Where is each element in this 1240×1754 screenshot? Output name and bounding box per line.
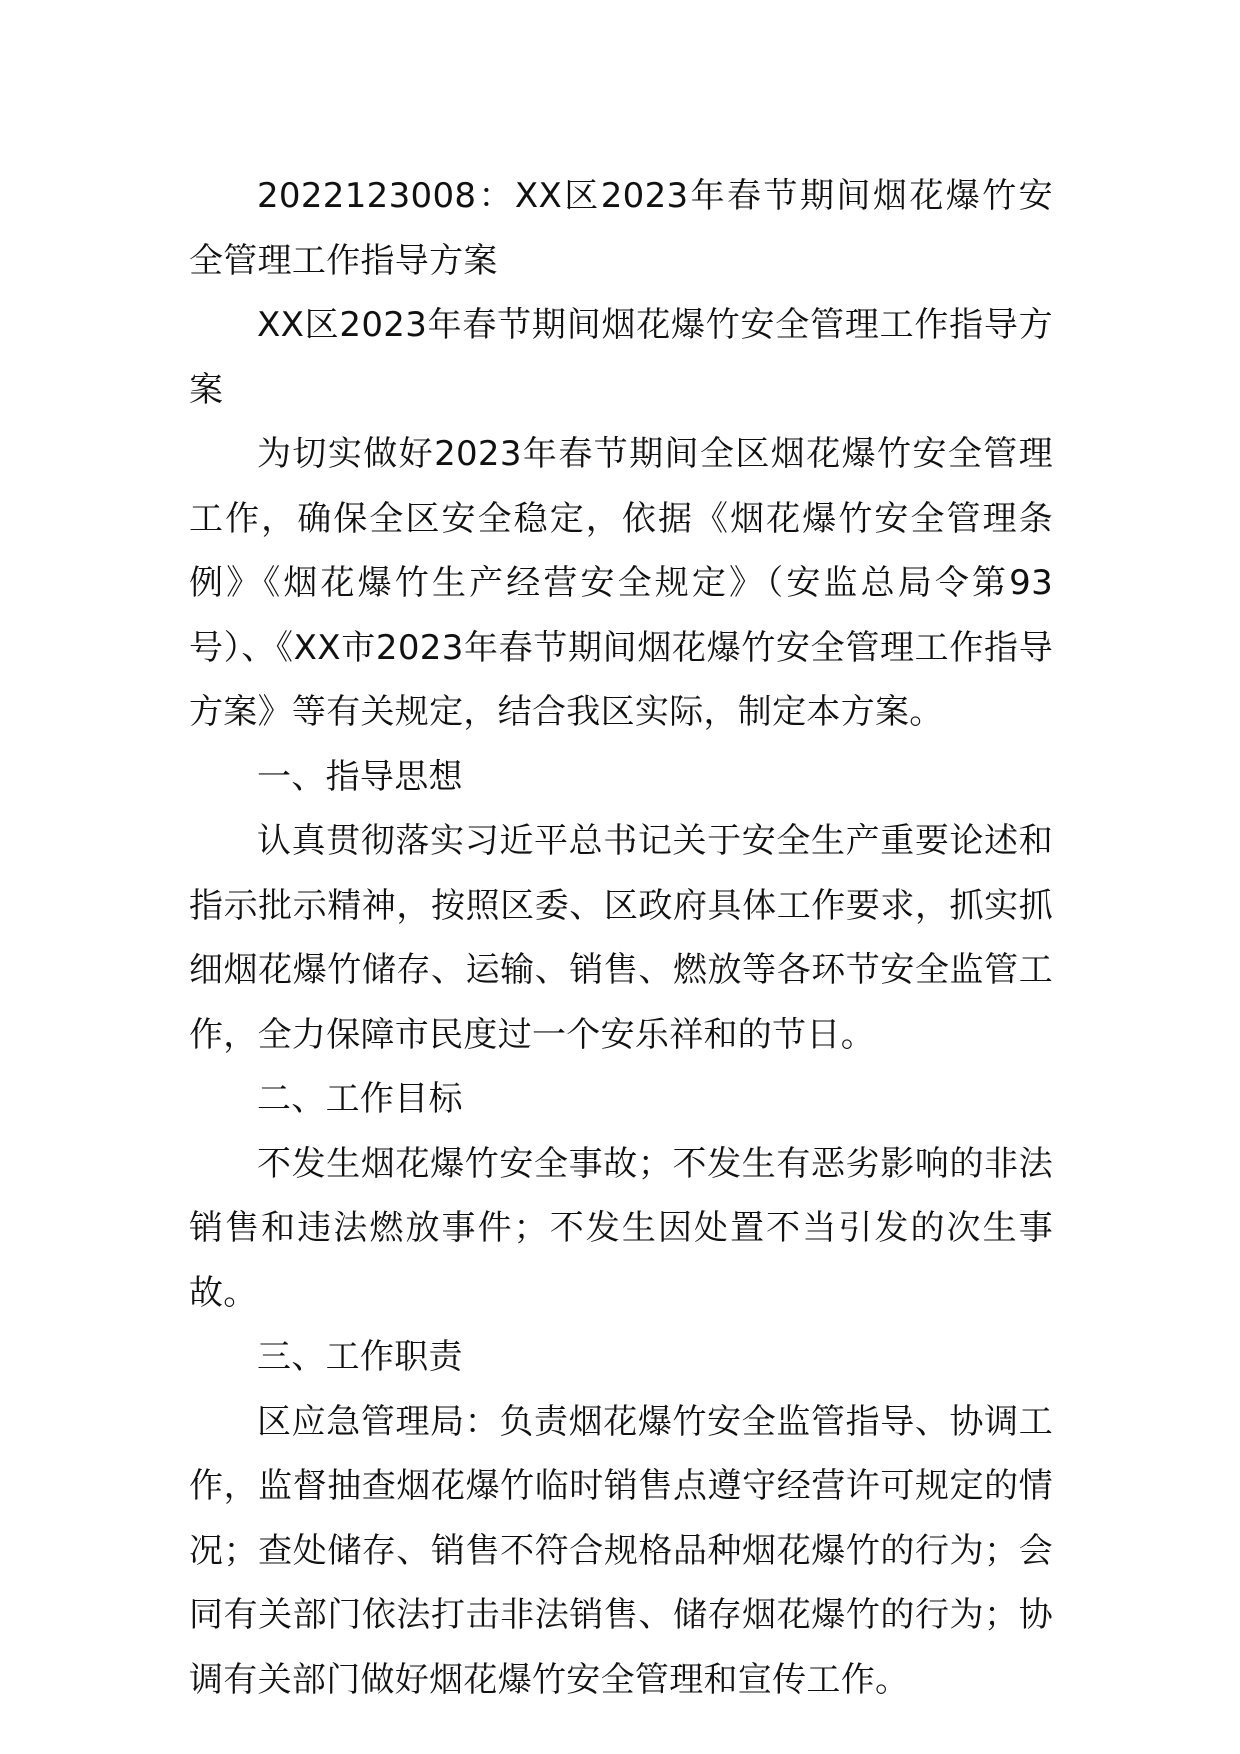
document-subtitle-paragraph: XX区2023年春节期间烟花爆竹安全管理工作指导方案 bbox=[189, 305, 1053, 410]
section-heading-work-goals: 二、工作目标 bbox=[257, 1079, 463, 1119]
document-body bbox=[189, 164, 1053, 1712]
intro-paragraph: 为切实做好2023年春节期间全区烟花爆竹安全管理工作，确保全区安全稳定，依据《烟花爆竹安全管理条例》《烟花爆竹生产经营安全规定》（安监总局令第93号）、《XX市2023年春节期间烟花爆竹安全管理工作指导方案》等有关规定，结合我区实际，制定本方案。 bbox=[189, 434, 1053, 732]
work-goals-paragraph: 不发生烟花爆竹安全事故；不发生有恶劣影响的非法销售和违法燃放事件；不发生因处置不当引发的次生事故。 bbox=[189, 1143, 1053, 1313]
work-duties-paragraph: 区应急管理局：负责烟花爆竹安全监管指导、协调工作，监督抽查烟花爆竹临时销售点遵守经营许可规定的情况；查处储存、销售不符合规格品种烟花爆竹的行为；会同有关部门依法打击非法销售、储存烟花爆竹的行为；协调有关部门做好烟花爆竹安全管理和宣传工作。 bbox=[189, 1401, 1053, 1700]
section-heading-guiding-thought: 一、指导思想 bbox=[257, 756, 463, 797]
document-title-paragraph: 2022123008：XX区2023年春节期间烟花爆竹安全管理工作指导方案 bbox=[189, 176, 1053, 281]
section-heading-work-duties: 三、工作职责 bbox=[257, 1337, 463, 1377]
guiding-thought-paragraph: 认真贯彻落实习近平总书记关于安全生产重要论述和指示批示精神，按照区委、区政府具体工作要求，抓实抓细烟花爆竹储存、运输、销售、燃放等各环节安全监管工作，全力保障市民度过一个安乐祥和的节日。 bbox=[189, 821, 1053, 1055]
